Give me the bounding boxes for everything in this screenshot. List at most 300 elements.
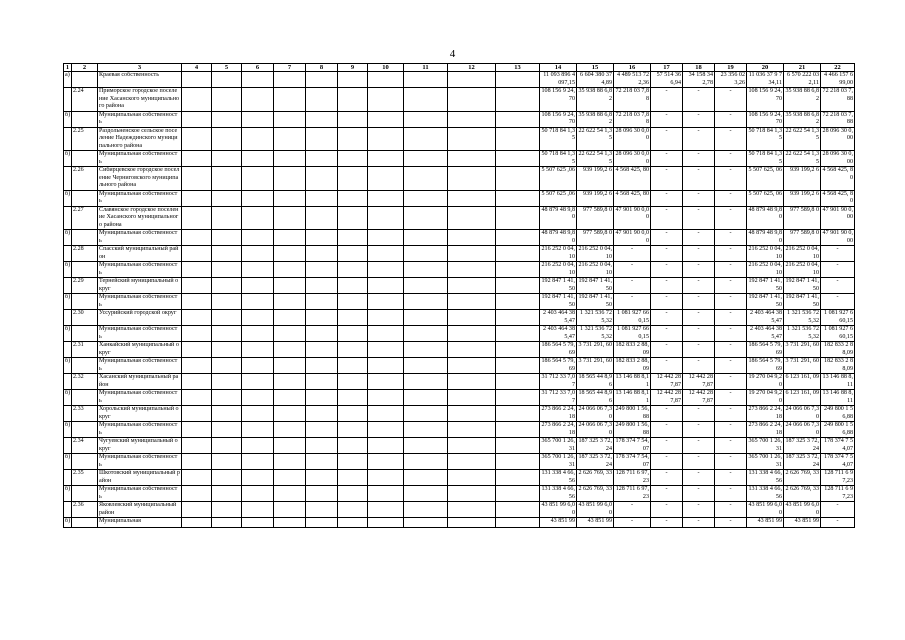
table-row	[64, 470, 855, 486]
value-cell: 22 622 54 1,35	[785, 151, 819, 165]
empty-cell	[368, 438, 404, 454]
value-cell: 47 901 90 0,00	[821, 206, 855, 230]
value-cell: 131 338 4 66,56	[541, 486, 575, 500]
empty-cell	[212, 294, 242, 310]
value-cell: -	[715, 294, 747, 310]
empty-cell	[274, 310, 306, 326]
empty-cell	[448, 262, 496, 278]
value-cell: 1 081 927 660,15	[614, 310, 651, 326]
row-letter-cell	[64, 310, 72, 326]
empty-cell	[496, 358, 540, 374]
row-letter-cell: б)	[64, 326, 72, 342]
empty-cell	[274, 454, 306, 470]
empty-cell	[404, 310, 448, 326]
empty-cell	[448, 167, 496, 191]
value-cell: -	[715, 127, 747, 151]
empty-cell	[368, 190, 404, 206]
empty-cell	[182, 454, 212, 470]
empty-cell	[338, 190, 368, 206]
value-cell: 108 156 9 24,70	[747, 88, 784, 112]
table-row	[64, 294, 855, 310]
empty-cell	[404, 326, 448, 342]
row-name-cell: Спасский муниципальный район	[98, 246, 182, 262]
empty-cell	[306, 167, 338, 191]
value-cell: 1 321 536 725,32	[784, 310, 821, 326]
table-row	[64, 206, 855, 230]
empty-cell	[182, 151, 212, 167]
empty-cell	[306, 111, 338, 127]
value-cell: -	[683, 358, 715, 374]
value-cell: 273 866 2 24,18	[748, 422, 782, 436]
row-letter-cell: а)	[64, 72, 72, 88]
value-cell: 182 833 2 88,09	[821, 342, 855, 358]
empty-cell	[338, 294, 368, 310]
value-cell: 273 866 2 24,18	[541, 422, 575, 436]
value-cell: 1 081 927 660,15	[821, 310, 855, 326]
value-cell: -	[651, 294, 683, 310]
value-cell: 48 879 48 9,80	[541, 230, 575, 244]
empty-cell	[242, 486, 274, 502]
table-row	[64, 127, 855, 151]
empty-cell	[404, 374, 448, 390]
row-number-cell: 2.31	[72, 342, 98, 358]
table-row	[64, 262, 855, 278]
empty-cell	[306, 454, 338, 470]
row-letter-cell	[64, 438, 72, 454]
value-cell: -	[683, 406, 715, 422]
empty-cell	[212, 406, 242, 422]
empty-cell	[182, 111, 212, 127]
empty-cell	[338, 88, 368, 112]
empty-cell	[404, 127, 448, 151]
row-name-cell: Яковлевский муниципальный район	[98, 502, 182, 518]
empty-cell	[448, 310, 496, 326]
value-cell: -	[614, 262, 651, 278]
table-row	[64, 88, 855, 112]
empty-cell	[496, 294, 540, 310]
row-letter-cell: б)	[64, 358, 72, 374]
value-cell: 186 564 5 79,69	[541, 358, 575, 372]
empty-cell	[448, 438, 496, 454]
empty-cell	[182, 518, 212, 528]
value-cell: 43 851 99 6,00	[748, 502, 782, 516]
row-letter-cell	[64, 246, 72, 262]
value-cell: -	[715, 406, 747, 422]
value-cell: 13 146 88 8,11	[615, 374, 649, 388]
value-cell: 249 800 1 56,88	[615, 422, 649, 436]
value-cell: 19 270 04 9,20	[748, 374, 782, 388]
row-name-cell: Муниципальная собственность	[98, 326, 182, 342]
table-row	[64, 422, 855, 438]
empty-cell	[182, 502, 212, 518]
empty-cell	[242, 262, 274, 278]
value-cell: -	[683, 486, 715, 502]
value-cell: 19 270 04 9,20	[748, 390, 782, 404]
value-cell: 365 700 1 26,31	[541, 438, 575, 452]
value-cell: 24 066 06 7,30	[785, 406, 819, 420]
row-number-cell: 2.32	[72, 374, 98, 390]
empty-cell	[182, 262, 212, 278]
row-number-cell: 2.33	[72, 406, 98, 422]
value-cell: -	[715, 454, 747, 470]
table-row	[64, 342, 855, 358]
empty-cell	[448, 454, 496, 470]
value-cell: 192 847 1 41,50	[541, 278, 575, 292]
value-cell: 128 711 6 97,23	[821, 470, 855, 486]
empty-cell	[182, 230, 212, 246]
row-number-cell: 2.36	[72, 502, 98, 518]
empty-cell	[212, 151, 242, 167]
row-name-cell: Чугуевский муниципальный округ	[98, 438, 182, 454]
empty-cell	[306, 246, 338, 262]
value-cell: 28 096 30 0,00	[821, 151, 855, 167]
value-cell: -	[715, 438, 747, 454]
value-cell: 47 901 90 0,00	[614, 206, 651, 230]
value-cell: 6 123 161, 09	[784, 374, 821, 390]
empty-cell	[306, 206, 338, 230]
value-cell: 5 507 625 ,06	[540, 167, 577, 191]
value-cell: -	[651, 127, 683, 151]
empty-cell	[368, 206, 404, 230]
value-cell: -	[821, 246, 855, 262]
value-cell: 5 507 625, 06	[747, 190, 784, 206]
value-cell: 4 568 425, 80	[614, 167, 651, 191]
row-letter-cell: б)	[64, 294, 72, 310]
value-cell: 178 374 7 54,07	[615, 438, 649, 452]
empty-cell	[404, 294, 448, 310]
empty-cell	[448, 278, 496, 294]
value-cell: -	[614, 278, 651, 294]
empty-cell	[212, 326, 242, 342]
row-name-cell: Муниципальная собственность	[98, 230, 182, 246]
empty-cell	[212, 310, 242, 326]
empty-cell	[368, 454, 404, 470]
row-letter-cell	[64, 127, 72, 151]
empty-cell	[212, 374, 242, 390]
column-number-row	[64, 64, 855, 72]
empty-cell	[242, 390, 274, 406]
value-cell: -	[614, 294, 651, 310]
empty-cell	[182, 438, 212, 454]
empty-cell	[274, 390, 306, 406]
row-name-cell: Муниципальная собственность	[98, 151, 182, 167]
empty-cell	[338, 310, 368, 326]
empty-cell	[182, 246, 212, 262]
value-cell: -	[651, 486, 683, 502]
empty-cell	[274, 422, 306, 438]
empty-cell	[448, 406, 496, 422]
value-cell: -	[651, 310, 683, 326]
value-cell: 43 851 99	[577, 518, 614, 528]
empty-cell	[182, 342, 212, 358]
column-number-header: 19	[715, 64, 747, 72]
empty-cell	[274, 127, 306, 151]
value-cell: -	[683, 278, 715, 294]
empty-cell	[338, 278, 368, 294]
column-number-header: 14	[540, 64, 577, 72]
table-row	[64, 454, 855, 470]
empty-cell	[182, 374, 212, 390]
column-number-header: 13	[496, 64, 540, 72]
value-cell: -	[715, 326, 747, 342]
empty-cell	[368, 167, 404, 191]
empty-cell	[338, 374, 368, 390]
empty-cell	[368, 422, 404, 438]
empty-cell	[212, 518, 242, 528]
value-cell: 43 851 99	[747, 518, 784, 528]
row-number-cell	[72, 358, 98, 374]
value-cell: 216 252 0 04,10	[785, 262, 819, 276]
empty-cell	[242, 294, 274, 310]
row-number-cell: 2.24	[72, 88, 98, 112]
value-cell: 18 565 44 8,96	[578, 390, 612, 404]
value-cell: 57 514 36 6,94	[651, 72, 683, 88]
empty-cell	[368, 127, 404, 151]
value-cell: -	[715, 278, 747, 294]
column-number-header: 22	[821, 64, 855, 72]
value-cell: 47 901 90 0,00	[615, 230, 649, 244]
value-cell: 72 218 03 7,88	[821, 88, 855, 112]
value-cell: 18 565 44 8,96	[578, 374, 612, 388]
empty-cell	[182, 294, 212, 310]
row-letter-cell	[64, 167, 72, 191]
value-cell: 48 879 48 9,80	[748, 230, 782, 244]
empty-cell	[212, 88, 242, 112]
value-cell: 35 938 88 6,82	[577, 88, 614, 112]
value-cell: 48 879 48 9,80	[747, 206, 784, 230]
value-cell: 192 847 1 41,50	[748, 278, 782, 292]
empty-cell	[404, 390, 448, 406]
value-cell: -	[683, 127, 715, 151]
row-name-cell: Муниципальная собственность	[98, 390, 182, 406]
empty-cell	[242, 278, 274, 294]
empty-cell	[212, 167, 242, 191]
value-cell: 6 604 380 374,89	[577, 72, 614, 88]
value-cell: 977 589,8 0	[577, 230, 614, 246]
empty-cell	[448, 342, 496, 358]
empty-cell	[404, 470, 448, 486]
row-number-cell: 2.26	[72, 167, 98, 191]
empty-cell	[338, 72, 368, 88]
empty-cell	[448, 422, 496, 438]
row-name-cell: Муниципальная собственность	[98, 262, 182, 278]
value-cell: -	[614, 518, 651, 528]
empty-cell	[242, 518, 274, 528]
empty-cell	[242, 230, 274, 246]
value-cell: 187 325 3 72,24	[785, 438, 819, 452]
empty-cell	[496, 390, 540, 406]
value-cell: -	[651, 246, 683, 262]
column-number-header: 1	[64, 64, 72, 72]
empty-cell	[242, 358, 274, 374]
empty-cell	[306, 502, 338, 518]
value-cell: -	[683, 454, 715, 470]
value-cell: 2 626 769, 33	[784, 470, 821, 486]
value-cell: -	[651, 438, 683, 454]
empty-cell	[368, 502, 404, 518]
table-row	[64, 390, 855, 406]
empty-cell	[496, 310, 540, 326]
empty-cell	[242, 342, 274, 358]
empty-cell	[338, 111, 368, 127]
empty-cell	[274, 374, 306, 390]
empty-cell	[368, 262, 404, 278]
row-letter-cell	[64, 88, 72, 112]
value-cell: -	[715, 167, 747, 191]
row-number-cell	[72, 190, 98, 206]
value-cell: 13 146 88 8,11	[821, 390, 855, 406]
empty-cell	[242, 438, 274, 454]
value-cell: -	[651, 454, 683, 470]
value-cell: 192 847 1 41,50	[541, 294, 575, 308]
empty-cell	[212, 454, 242, 470]
empty-cell	[182, 422, 212, 438]
empty-cell	[242, 151, 274, 167]
empty-cell	[274, 438, 306, 454]
value-cell: 131 338 4 66,56	[748, 486, 782, 500]
value-cell: -	[614, 502, 651, 518]
empty-cell	[338, 422, 368, 438]
value-cell: -	[715, 486, 747, 502]
empty-cell	[274, 246, 306, 262]
empty-cell	[496, 190, 540, 206]
value-cell: -	[715, 390, 747, 406]
row-letter-cell	[64, 502, 72, 518]
value-cell: 128 711 6 97,23	[614, 486, 651, 502]
value-cell: -	[683, 326, 715, 342]
value-cell: 43 851 99 6,00	[578, 502, 612, 516]
empty-cell	[496, 127, 540, 151]
empty-cell	[274, 486, 306, 502]
empty-cell	[212, 438, 242, 454]
row-name-cell: Шкотовский муниципальный район	[99, 470, 180, 484]
value-cell: 365 700 1 26,31	[748, 438, 782, 452]
table-row	[64, 190, 855, 206]
empty-cell	[368, 470, 404, 486]
row-number-cell: 2.30	[72, 310, 98, 326]
value-cell: -	[683, 206, 715, 230]
row-number-cell	[72, 151, 98, 167]
value-cell: -	[715, 246, 747, 262]
empty-cell	[182, 72, 212, 88]
row-letter-cell	[64, 278, 72, 294]
value-cell: -	[715, 88, 747, 112]
empty-cell	[242, 470, 274, 486]
value-cell: -	[683, 246, 715, 262]
empty-cell	[306, 127, 338, 151]
value-cell: -	[715, 374, 747, 390]
column-number-header: 12	[448, 64, 496, 72]
column-number-header: 4	[182, 64, 212, 72]
row-letter-cell: б)	[64, 151, 72, 167]
empty-cell	[274, 294, 306, 310]
value-cell: 977 589,8 0	[784, 206, 821, 230]
value-cell: 216 252 0 04,10	[541, 262, 575, 276]
empty-cell	[338, 486, 368, 502]
value-cell: 72 218 03 7,88	[821, 111, 855, 127]
empty-cell	[274, 88, 306, 112]
empty-cell	[182, 390, 212, 406]
empty-cell	[338, 167, 368, 191]
row-name-cell: Уссурийский городской округ	[98, 310, 182, 326]
empty-cell	[404, 342, 448, 358]
empty-cell	[448, 502, 496, 518]
empty-cell	[242, 406, 274, 422]
empty-cell	[274, 502, 306, 518]
value-cell: 28 096 30 0,00	[614, 127, 651, 151]
value-cell: -	[683, 310, 715, 326]
value-cell: 187 325 3 72,24	[785, 454, 819, 468]
value-cell: 43 851 99 6,00	[785, 502, 819, 516]
empty-cell	[368, 72, 404, 88]
value-cell: -	[651, 470, 683, 486]
empty-cell	[274, 72, 306, 88]
empty-cell	[242, 127, 274, 151]
empty-cell	[448, 72, 496, 88]
empty-cell	[404, 358, 448, 374]
value-cell: 50 718 84 1,35	[748, 151, 782, 165]
empty-cell	[496, 502, 540, 518]
empty-cell	[496, 422, 540, 438]
empty-cell	[404, 111, 448, 127]
value-cell: 48 879 48 9,80	[540, 206, 577, 230]
value-cell: 273 866 2 24,18	[748, 406, 782, 420]
value-cell: 216 252 0 04,10	[748, 246, 782, 260]
value-cell: 2 403 464 385,47	[747, 310, 784, 326]
value-cell: -	[715, 190, 747, 206]
row-number-cell	[72, 390, 98, 406]
value-cell: 3 731 291, 60	[577, 358, 614, 374]
value-cell: 2 626 769, 33	[784, 486, 821, 502]
value-cell: -	[651, 151, 683, 167]
value-cell: 4 489 513 722,36	[614, 72, 651, 88]
empty-cell	[496, 518, 540, 528]
value-cell: 187 325 3 72,24	[578, 454, 612, 468]
column-number-header: 5	[212, 64, 242, 72]
value-cell: 131 338 4 66,56	[541, 470, 575, 484]
value-cell: 1 081 927 660,15	[821, 326, 855, 342]
row-name-cell: Сибирцевское городское поселение Черниговского муниципального района	[98, 167, 182, 191]
empty-cell	[212, 262, 242, 278]
empty-cell	[212, 390, 242, 406]
value-cell: 4 568 425, 80	[821, 190, 855, 206]
value-cell: 186 564 5 79,69	[748, 358, 782, 372]
value-cell: 35 938 88 6,82	[784, 88, 821, 112]
empty-cell	[404, 502, 448, 518]
table-row	[64, 310, 855, 326]
value-cell: 5 507 625, 06	[747, 167, 784, 191]
value-cell: -	[683, 111, 715, 127]
value-cell: 192 847 1 41,50	[748, 294, 782, 308]
empty-cell	[242, 72, 274, 88]
value-cell: 5 507 625 ,06	[540, 190, 577, 206]
row-number-cell	[72, 72, 98, 88]
value-cell: -	[715, 206, 747, 230]
empty-cell	[368, 151, 404, 167]
empty-cell	[306, 151, 338, 167]
empty-cell	[404, 262, 448, 278]
table-row	[64, 278, 855, 294]
empty-cell	[338, 206, 368, 230]
value-cell: 977 589,8 0	[784, 230, 821, 246]
empty-cell	[404, 230, 448, 246]
empty-cell	[274, 406, 306, 422]
value-cell: -	[715, 262, 747, 278]
empty-cell	[496, 111, 540, 127]
row-name-cell: Муниципальная собственность	[98, 358, 182, 374]
table-row	[64, 374, 855, 390]
empty-cell	[306, 406, 338, 422]
